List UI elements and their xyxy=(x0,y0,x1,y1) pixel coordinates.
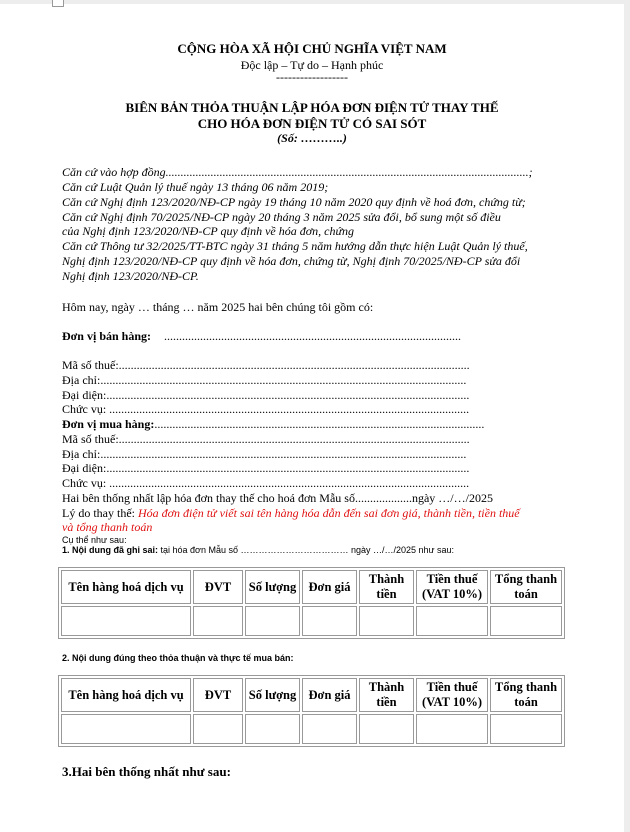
col-header-total-line2: toán xyxy=(514,695,538,709)
incorrect-items-table xyxy=(58,567,565,639)
section1-row xyxy=(62,545,454,555)
doc-title-line1: BIÊN BẢN THỎA THUẬN LẬP HÓA ĐƠN ĐIỆN TỬ THAY THẾ xyxy=(125,100,499,115)
legal-basis-6: Căn cứ Thông tư 32/2025/TT-BTC ngày 31 tháng 5 năm hướng dẫn thực hiện Luật Quản lý thuế, xyxy=(62,239,528,253)
table-cell[interactable] xyxy=(245,606,300,636)
seller-heading-dots: ................................................................................................... xyxy=(164,329,462,343)
legal-basis-4: Căn cứ Nghị định 70/2025/NĐ-CP ngày 20 tháng 3 năm 2025 sửa đổi, bổ sung một số điều xyxy=(62,210,501,224)
col-header-amount-line1: Thành xyxy=(368,680,405,694)
buyer-heading-dots: .............................................................................................................. xyxy=(154,417,485,431)
table-cell[interactable] xyxy=(490,714,562,744)
table-cell[interactable] xyxy=(61,606,191,636)
buyer-tax-code: Mã số thuế:..................................................................................................................... xyxy=(62,432,470,446)
table-header-row xyxy=(61,570,562,604)
col-header-amount xyxy=(359,570,414,604)
col-header-tax-line2: (VAT 10%) xyxy=(421,587,483,601)
document-page xyxy=(0,4,624,832)
col-header-total-line1: Tổng thanh xyxy=(494,572,558,586)
buyer-position: Chức vụ: ........................................................................................................................ xyxy=(62,476,470,490)
reason-label: Lý do thay thế: xyxy=(62,506,138,520)
table-cell[interactable] xyxy=(416,606,488,636)
col-header-amount-line1: Thành xyxy=(368,572,405,586)
col-header-total-line1: Tổng thanh xyxy=(494,680,558,694)
table-cell[interactable] xyxy=(245,714,300,744)
doc-number: (Số: ………..) xyxy=(277,131,347,145)
col-header-total xyxy=(490,678,562,712)
legal-basis-1: Căn cứ vào hợp đồng.........................................................................................................................; xyxy=(62,165,533,179)
legal-basis-8: Nghị định 123/2020/NĐ-CP. xyxy=(62,269,199,283)
legal-basis-2: Căn cứ Luật Quản lý thuế ngày 13 tháng 06 năm 2019; xyxy=(62,180,329,194)
buyer-representative: Đại diện:......................................................................................................................... xyxy=(62,461,470,475)
table-row xyxy=(61,714,562,744)
legal-basis-7: Nghị định 123/2020/NĐ-CP quy định về hóa đơn, chứng từ, Nghị định 70/2025/NĐ-CP sửa đổi xyxy=(62,254,521,268)
table-cell[interactable] xyxy=(193,714,243,744)
seller-position: Chức vụ: ........................................................................................................................ xyxy=(62,402,470,416)
table-cell[interactable] xyxy=(61,714,191,744)
agreement-line: Hai bên thống nhất lập hóa đơn thay thế cho hoá đơn Mẫu số...................ngày …/…/2025 xyxy=(62,491,493,505)
col-header-tax xyxy=(416,678,488,712)
seller-heading: Đơn vị bán hàng: xyxy=(62,329,152,343)
buyer-heading: Đơn vị mua hàng: xyxy=(62,417,155,431)
table-row xyxy=(61,606,562,636)
table-cell[interactable] xyxy=(302,714,357,744)
col-header-unit: ĐVT xyxy=(193,678,243,712)
col-header-total-line2: toán xyxy=(514,587,538,601)
table-cell[interactable] xyxy=(490,606,562,636)
col-header-tax-line2: (VAT 10%) xyxy=(421,695,483,709)
separator: ------------------ xyxy=(276,70,348,84)
col-header-price: Đơn giá xyxy=(302,570,357,604)
section1-heading: 1. Nội dung đã ghi sai: xyxy=(62,545,159,555)
page-corner-marker xyxy=(52,0,64,7)
col-header-total xyxy=(490,570,562,604)
legal-basis-3: Căn cứ Nghị định 123/2020/NĐ-CP ngày 19 tháng 10 năm 2020 quy định về hoá đơn, chứng từ; xyxy=(62,195,526,209)
intro-text: Hôm nay, ngày … tháng … năm 2025 hai bên chúng tôi gồm có: xyxy=(62,300,374,314)
col-header-amount xyxy=(359,678,414,712)
table-cell[interactable] xyxy=(416,714,488,744)
reason-text-line2: và tổng thanh toán xyxy=(62,520,153,534)
buyer-address: Địa chỉ:.......................................................................................................................... xyxy=(62,447,467,461)
reason-text-line1: Hóa đơn điện tử viết sai tên hàng hóa dẫn đến sai đơn giá, thành tiền, tiền thuế xyxy=(137,506,520,520)
col-header-tax xyxy=(416,570,488,604)
table-header-row xyxy=(61,678,562,712)
section1-text: tại hóa đơn Mẫu số ……………………………… ngày …/…/2025 như sau: xyxy=(158,545,455,555)
buyer-heading-row xyxy=(62,417,484,432)
col-header-quantity: Số lượng xyxy=(245,570,300,604)
table-cell[interactable] xyxy=(359,606,414,636)
col-header-tax-line1: Tiền thuế xyxy=(426,680,478,694)
seller-tax-code: Mã số thuế:..................................................................................................................... xyxy=(62,358,470,372)
table-cell[interactable] xyxy=(302,606,357,636)
col-header-name: Tên hàng hoá dịch vụ xyxy=(61,678,191,712)
doc-title-line2: CHO HÓA ĐƠN ĐIỆN TỬ CÓ SAI SÓT xyxy=(197,116,427,131)
col-header-name: Tên hàng hoá dịch vụ xyxy=(61,570,191,604)
motto: Độc lập – Tự do – Hạnh phúc xyxy=(240,58,384,72)
section3-heading: 3.Hai bên thống nhất như sau: xyxy=(62,764,231,779)
col-header-tax-line1: Tiền thuế xyxy=(426,572,478,586)
col-header-amount-line2: tiền xyxy=(376,695,397,709)
col-header-quantity: Số lượng xyxy=(245,678,300,712)
section2-heading: 2. Nội dung đúng theo thỏa thuận và thực tế mua bán: xyxy=(62,653,294,663)
seller-address: Địa chỉ:.......................................................................................................................... xyxy=(62,373,467,387)
table-cell[interactable] xyxy=(193,606,243,636)
col-header-unit: ĐVT xyxy=(193,570,243,604)
col-header-price: Đơn giá xyxy=(302,678,357,712)
col-header-amount-line2: tiền xyxy=(376,587,397,601)
correct-items-table xyxy=(58,675,565,747)
seller-representative: Đại diện:......................................................................................................................... xyxy=(62,388,470,402)
details-label: Cụ thể như sau: xyxy=(62,535,127,545)
country-header: CỘNG HÒA XÃ HỘI CHỦ NGHĨA VIỆT NAM xyxy=(177,41,447,56)
reason-row xyxy=(62,506,520,521)
table-cell[interactable] xyxy=(359,714,414,744)
legal-basis-5: của Nghị định 123/2020/NĐ-CP quy định về hóa đơn, chứng xyxy=(62,224,355,238)
seller-heading-row xyxy=(62,329,461,344)
